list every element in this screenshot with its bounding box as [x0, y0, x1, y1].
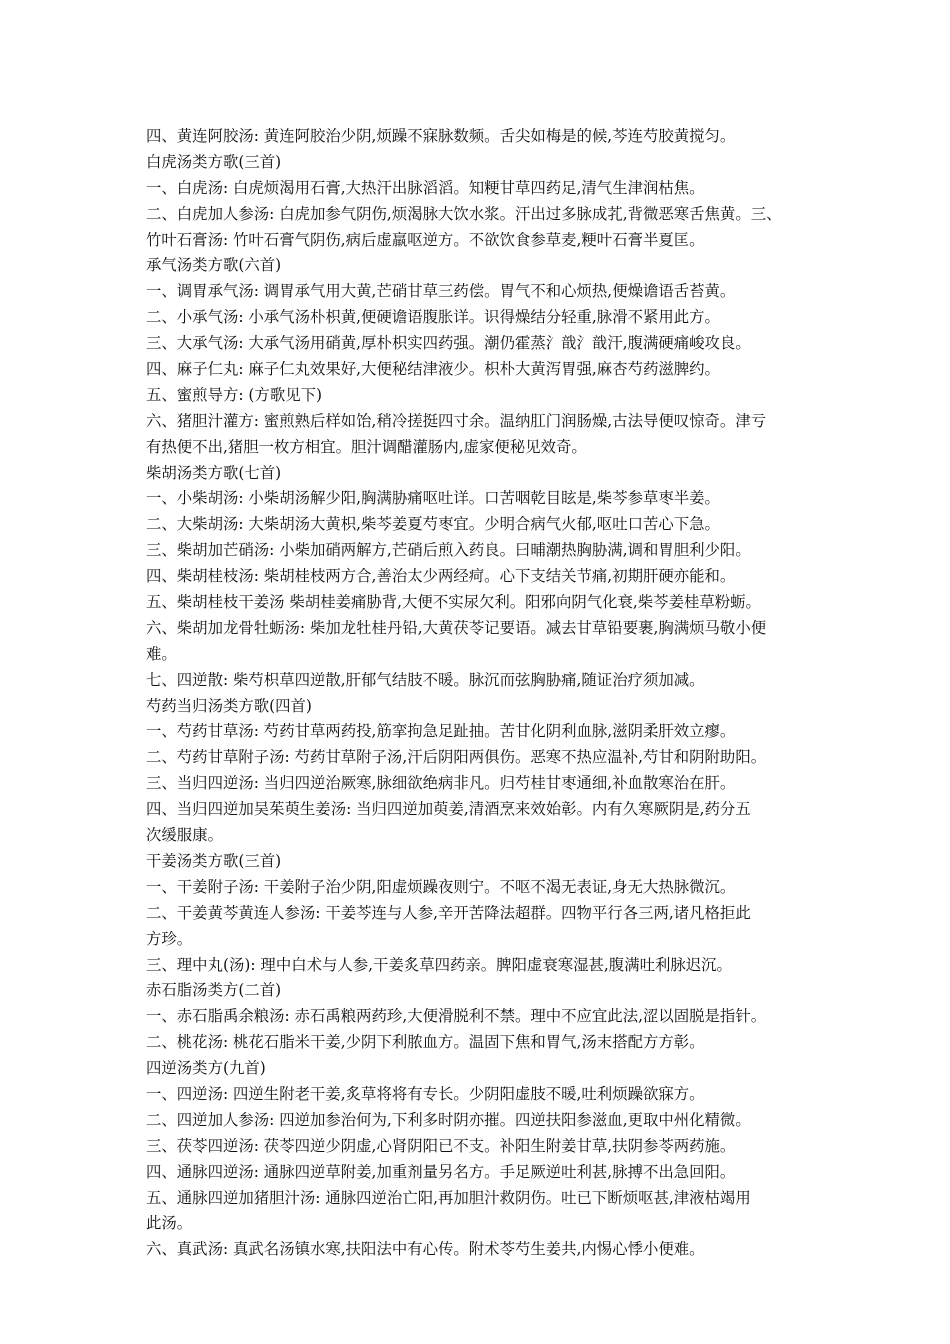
text-line: 竹叶石膏汤: 竹叶石膏气阴伤,病后虚羸呕逆方。不欲饮食参草麦,粳叶石膏半夏匡。: [146, 230, 705, 249]
text-line: 次缓服康。: [146, 826, 223, 845]
text-line: 一、四逆汤: 四逆生附老干姜,炙草将将有专长。少阴阳虚肢不暖,吐利烦躁欲寐方。: [146, 1084, 705, 1103]
text-line: 三、当归四逆汤: 当归四逆治厥寒,脉细欲绝病非凡。归芍桂甘枣通细,补血散寒治在肝。: [146, 774, 736, 793]
text-line: 二、干姜黄芩黄连人参汤: 干姜芩连与人参,辛开苦降法超群。四物平行各三两,诸凡格拒此: [146, 903, 751, 922]
text-line: 七、四逆散: 柴芍枳草四逆散,肝郁气结肢不暖。脉沉而弦胸胁痛,随证治疗须加减。: [146, 670, 705, 689]
text-line: 此汤。: [146, 1214, 193, 1233]
document-body: [146, 124, 814, 1263]
text-line: 柴胡汤类方歌(七首): [146, 463, 282, 482]
text-line: 白虎汤类方歌(三首): [146, 152, 282, 171]
text-line: 三、理中丸(汤): 理中白术与人参,干姜炙草四药亲。脾阳虚衰寒湿甚,腹满吐利脉迟沉。: [146, 955, 732, 974]
text-line: 四逆汤类方(九首): [146, 1059, 266, 1078]
text-line: 二、白虎加人参汤: 白虎加参气阴伤,烦渴脉大饮水浆。汗出过多脉成芤,背微恶寒舌焦黄。三、: [146, 204, 782, 223]
text-line: 六、真武汤: 真武名汤镇水寒,扶阳法中有心传。附术苓芍生姜共,内惕心悸小便难。: [146, 1240, 705, 1259]
text-line: 五、通脉四逆加猪胆汁汤: 通脉四逆治亡阳,再加胆汁救阴伤。吐已下断烦呕甚,津液枯竭用: [146, 1188, 751, 1207]
text-line: 承气汤类方歌(六首): [146, 256, 282, 275]
text-line: 一、芍药甘草汤: 芍药甘草两药投,筋挛拘急足趾抽。苦甘化阴利血脉,滋阴柔肝效立瘳。: [146, 722, 736, 741]
text-line: 赤石脂汤类方(二首): [146, 981, 282, 1000]
text-line: 二、四逆加人参汤: 四逆加参治何为,下利多时阴亦摧。四逆扶阳参滋血,更取中州化精微。: [146, 1110, 751, 1129]
text-line: 六、猪胆汁灌方: 蜜煎熟后样如饴,稍冷搓挺四寸余。温纳肛门润肠燥,古法导便叹惊奇。津亏: [146, 411, 767, 430]
text-line: 二、芍药甘草附子汤: 芍药甘草附子汤,汗后阴阳两俱伤。恶寒不热应温补,芍甘和阴附助阳。: [146, 748, 767, 767]
text-line: 一、小柴胡汤: 小柴胡汤解少阳,胸满胁痛呕吐详。口苦咽乾目眩是,柴芩参草枣半姜。: [146, 489, 720, 508]
text-line: 五、蜜煎导方: (方歌见下): [146, 385, 322, 404]
text-line: 干姜汤类方歌(三首): [146, 851, 282, 870]
text-line: 五、柴胡桂枝干姜汤 柴胡桂姜痛胁背,大便不实尿欠利。阳邪向阴气化衰,柴芩姜桂草粉蛎。: [146, 593, 761, 612]
text-line: 四、麻子仁丸: 麻子仁丸效果好,大便秘结津液少。枳朴大黄泻胃强,麻杏芍药滋脾约。: [146, 360, 720, 379]
text-line: 一、调胃承气汤: 调胃承气用大黄,芒硝甘草三药偿。胃气不和心烦热,便燥谵语舌苔黄。: [146, 282, 736, 301]
text-line: 一、赤石脂禹余粮汤: 赤石禹粮两药珍,大便滑脱利不禁。理中不应宜此法,涩以固脱是指针。: [146, 1007, 767, 1026]
text-line: 一、干姜附子汤: 干姜附子治少阴,阳虚烦躁夜则宁。不呕不渴无表证,身无大热脉微沉。: [146, 877, 736, 896]
text-line: 方珍。: [146, 929, 193, 948]
text-line: 三、茯苓四逆汤: 茯苓四逆少阴虚,心肾阴阳已不支。补阳生附姜甘草,扶阴参苓两药施。: [146, 1136, 736, 1155]
text-line: 三、大承气汤: 大承气汤用硝黄,厚朴枳实四药强。潮仍霍蒸氵戠氵戠汗,腹满硬痛峻攻良。: [146, 334, 751, 353]
text-line: 一、白虎汤: 白虎烦渴用石膏,大热汗出脉滔滔。知粳甘草四药足,清气生津润枯焦。: [146, 178, 705, 197]
text-line: 二、桃花汤: 桃花石脂米干姜,少阴下利脓血方。温固下焦和胃气,汤末搭配方方彰。: [146, 1033, 705, 1052]
text-line: 四、黄连阿胶汤: 黄连阿胶治少阴,烦躁不寐脉数频。舌尖如梅是的候,芩连芍胶黄搅匀。: [146, 127, 736, 145]
text-line: 难。: [146, 644, 177, 663]
text-line: 二、小承气汤: 小承气汤朴枳黄,便硬谵语腹胀详。识得燥结分轻重,脉滑不紧用此方。: [146, 308, 720, 327]
text-line: 四、当归四逆加吴茱萸生姜汤: 当归四逆加萸姜,清酒烹来效始彰。内有久寒厥阴是,药分五: [146, 800, 751, 819]
text-line: 四、柴胡桂枝汤: 柴胡桂枝两方合,善治太少两经疴。心下支结关节痛,初期肝硬亦能和。: [146, 567, 736, 586]
text-line: 三、柴胡加芒硝汤: 小柴加硝两解方,芒硝后煎入药良。曰晡潮热胸胁满,调和胃胆利少阳。: [146, 541, 751, 560]
text-line: 有热便不出,猪胆一枚方相宜。胆汁调醋灌肠内,虚家便秘见效奇。: [146, 437, 587, 456]
text-line: 芍药当归汤类方歌(四首): [146, 696, 312, 715]
text-line: 六、柴胡加龙骨牡蛎汤: 柴加龙牡桂丹铅,大黄茯苓记要语。减去甘草铅要裹,胸满烦马敬小便: [146, 618, 767, 637]
text-line: 二、大柴胡汤: 大柴胡汤大黄枳,柴芩姜夏芍枣宜。少明合病气火郁,呕吐口苦心下急。: [146, 515, 720, 534]
text-line: 四、通脉四逆汤: 通脉四逆草附姜,加重剂量另名方。手足厥逆吐利甚,脉搏不出急回阳。: [146, 1162, 736, 1181]
